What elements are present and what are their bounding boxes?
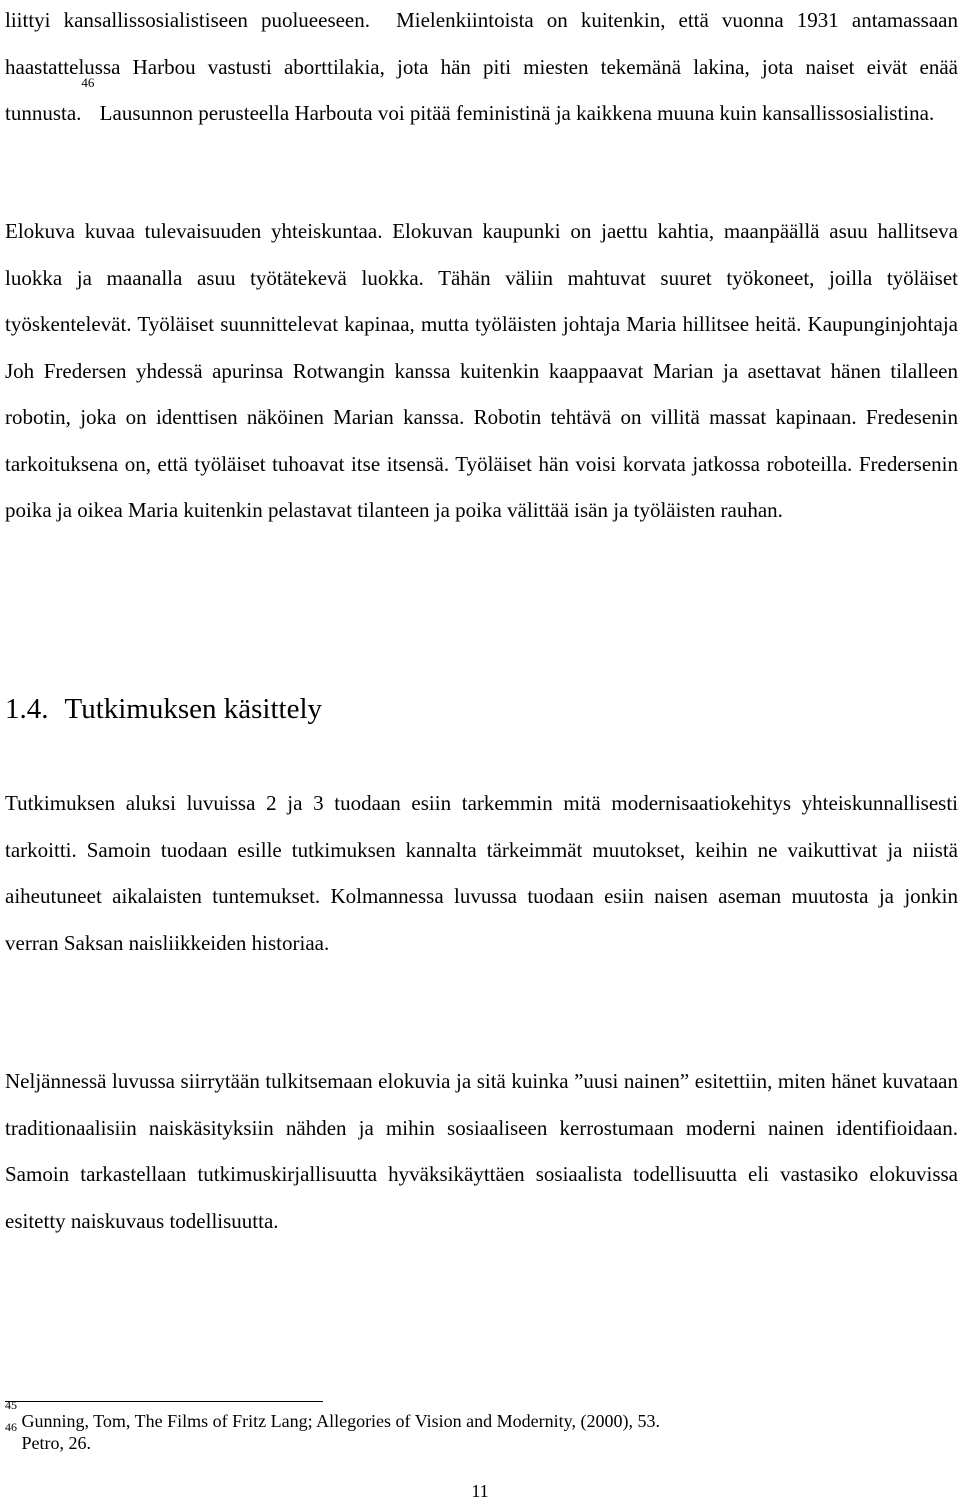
paragraph-text: Lausunnon perusteella Harbouta voi pitää feministinä ja kaikkena muuna kuin kansallissosialistina. (94, 101, 935, 125)
footnote-46 (5, 1420, 91, 1454)
footnote-mark: 45 (5, 1398, 17, 1412)
footnote-text: Gunning, Tom, The Films of Fritz Lang; Allegories of Vision and Modernity, (2000), 53. (17, 1411, 660, 1431)
paragraph-text: Mielenkiintoista on kuitenkin, että vuonna 1931 antamassaan haastattelussa Harbou vastusti aborttilakia, jota hän piti miesten tekemänä lakina, jota naiset eivät enää tunnusta. (5, 8, 958, 125)
footnote-45 (5, 1398, 660, 1432)
paragraph-text: liittyi kansallissosialistiseen puolueeseen. (5, 8, 371, 32)
paragraph-film-plot: Elokuva kuvaa tulevaisuuden yhteiskuntaa. Elokuvan kaupunki on jaettu kahtia, maanpäällä asuu hallitseva luokka ja maanalla asuu työtätekevä luokka. Tähän väliin mahtuvat suuret työkoneet, joilla työläiset työskentelevät. Työläiset suunnittelevat kapinaa, mutta työläisten johtaja Maria hillitsee heitä. Kaupunginjohtaja Joh Fredersen yhdessä apurinsa Rotwangin kanssa kuitenkin kaappaavat Marian ja asettavat hänen tilalleen robotin, joka on identtisen näköinen Marian kanssa. Robotin tehtävä on villitä massat kapinaan. Fredesenin tarkoituksena on, että työläiset tuhoavat itse itsensä. Työläiset hän voisi korvata jatkossa roboteilla. Fredersenin poika ja oikea Maria kuitenkin pelastavat tilanteen ja poika välittää isän ja työläisten rauhan. (5, 219, 958, 522)
footnote-text: Petro, 26. (17, 1433, 91, 1453)
paragraph-chapter-four: Neljännessä luvussa siirrytään tulkitsemaan elokuvia ja sitä kuinka ”uusi nainen” esitettiin, miten hänet kuvataan traditionaalisiin naiskäsityksiin nähden ja mihin sosiaaliseen kerrostumaan moderni nainen identifioidaan. Samoin tarkastellaan tutkimuskirjallisuutta hyväksikäyttäen sosiaalista todellisuutta eli vastasiko elokuvissa esitetty naiskuvaus todellisuutta. (5, 1069, 958, 1233)
footnote-ref-46: 46 (81, 75, 95, 90)
paragraph-harbou (5, 0, 958, 137)
page-number: 11 (471, 1481, 489, 1501)
section-number: 1.4. (5, 693, 49, 725)
footnote-separator (5, 1401, 323, 1402)
section-title: Tutkimuksen käsittely (64, 693, 323, 725)
paragraph-research-outline: Tutkimuksen aluksi luvuissa 2 ja 3 tuodaan esiin tarkemmin mitä modernisaatiokehitys yhteiskunnallisesti tarkoitti. Samoin tuodaan esille tutkimuksen kannalta tärkeimmät muutokset, keihin ne vaikuttivat ja niistä aiheutuneet aikalaisten tuntemukset. Kolmannessa luvussa tuodaan esiin naisen aseman muutosta ja jonkin verran Saksan naisliikkeiden historiaa. (5, 791, 958, 955)
section-heading (5, 686, 322, 732)
footnote-mark: 46 (5, 1420, 17, 1434)
